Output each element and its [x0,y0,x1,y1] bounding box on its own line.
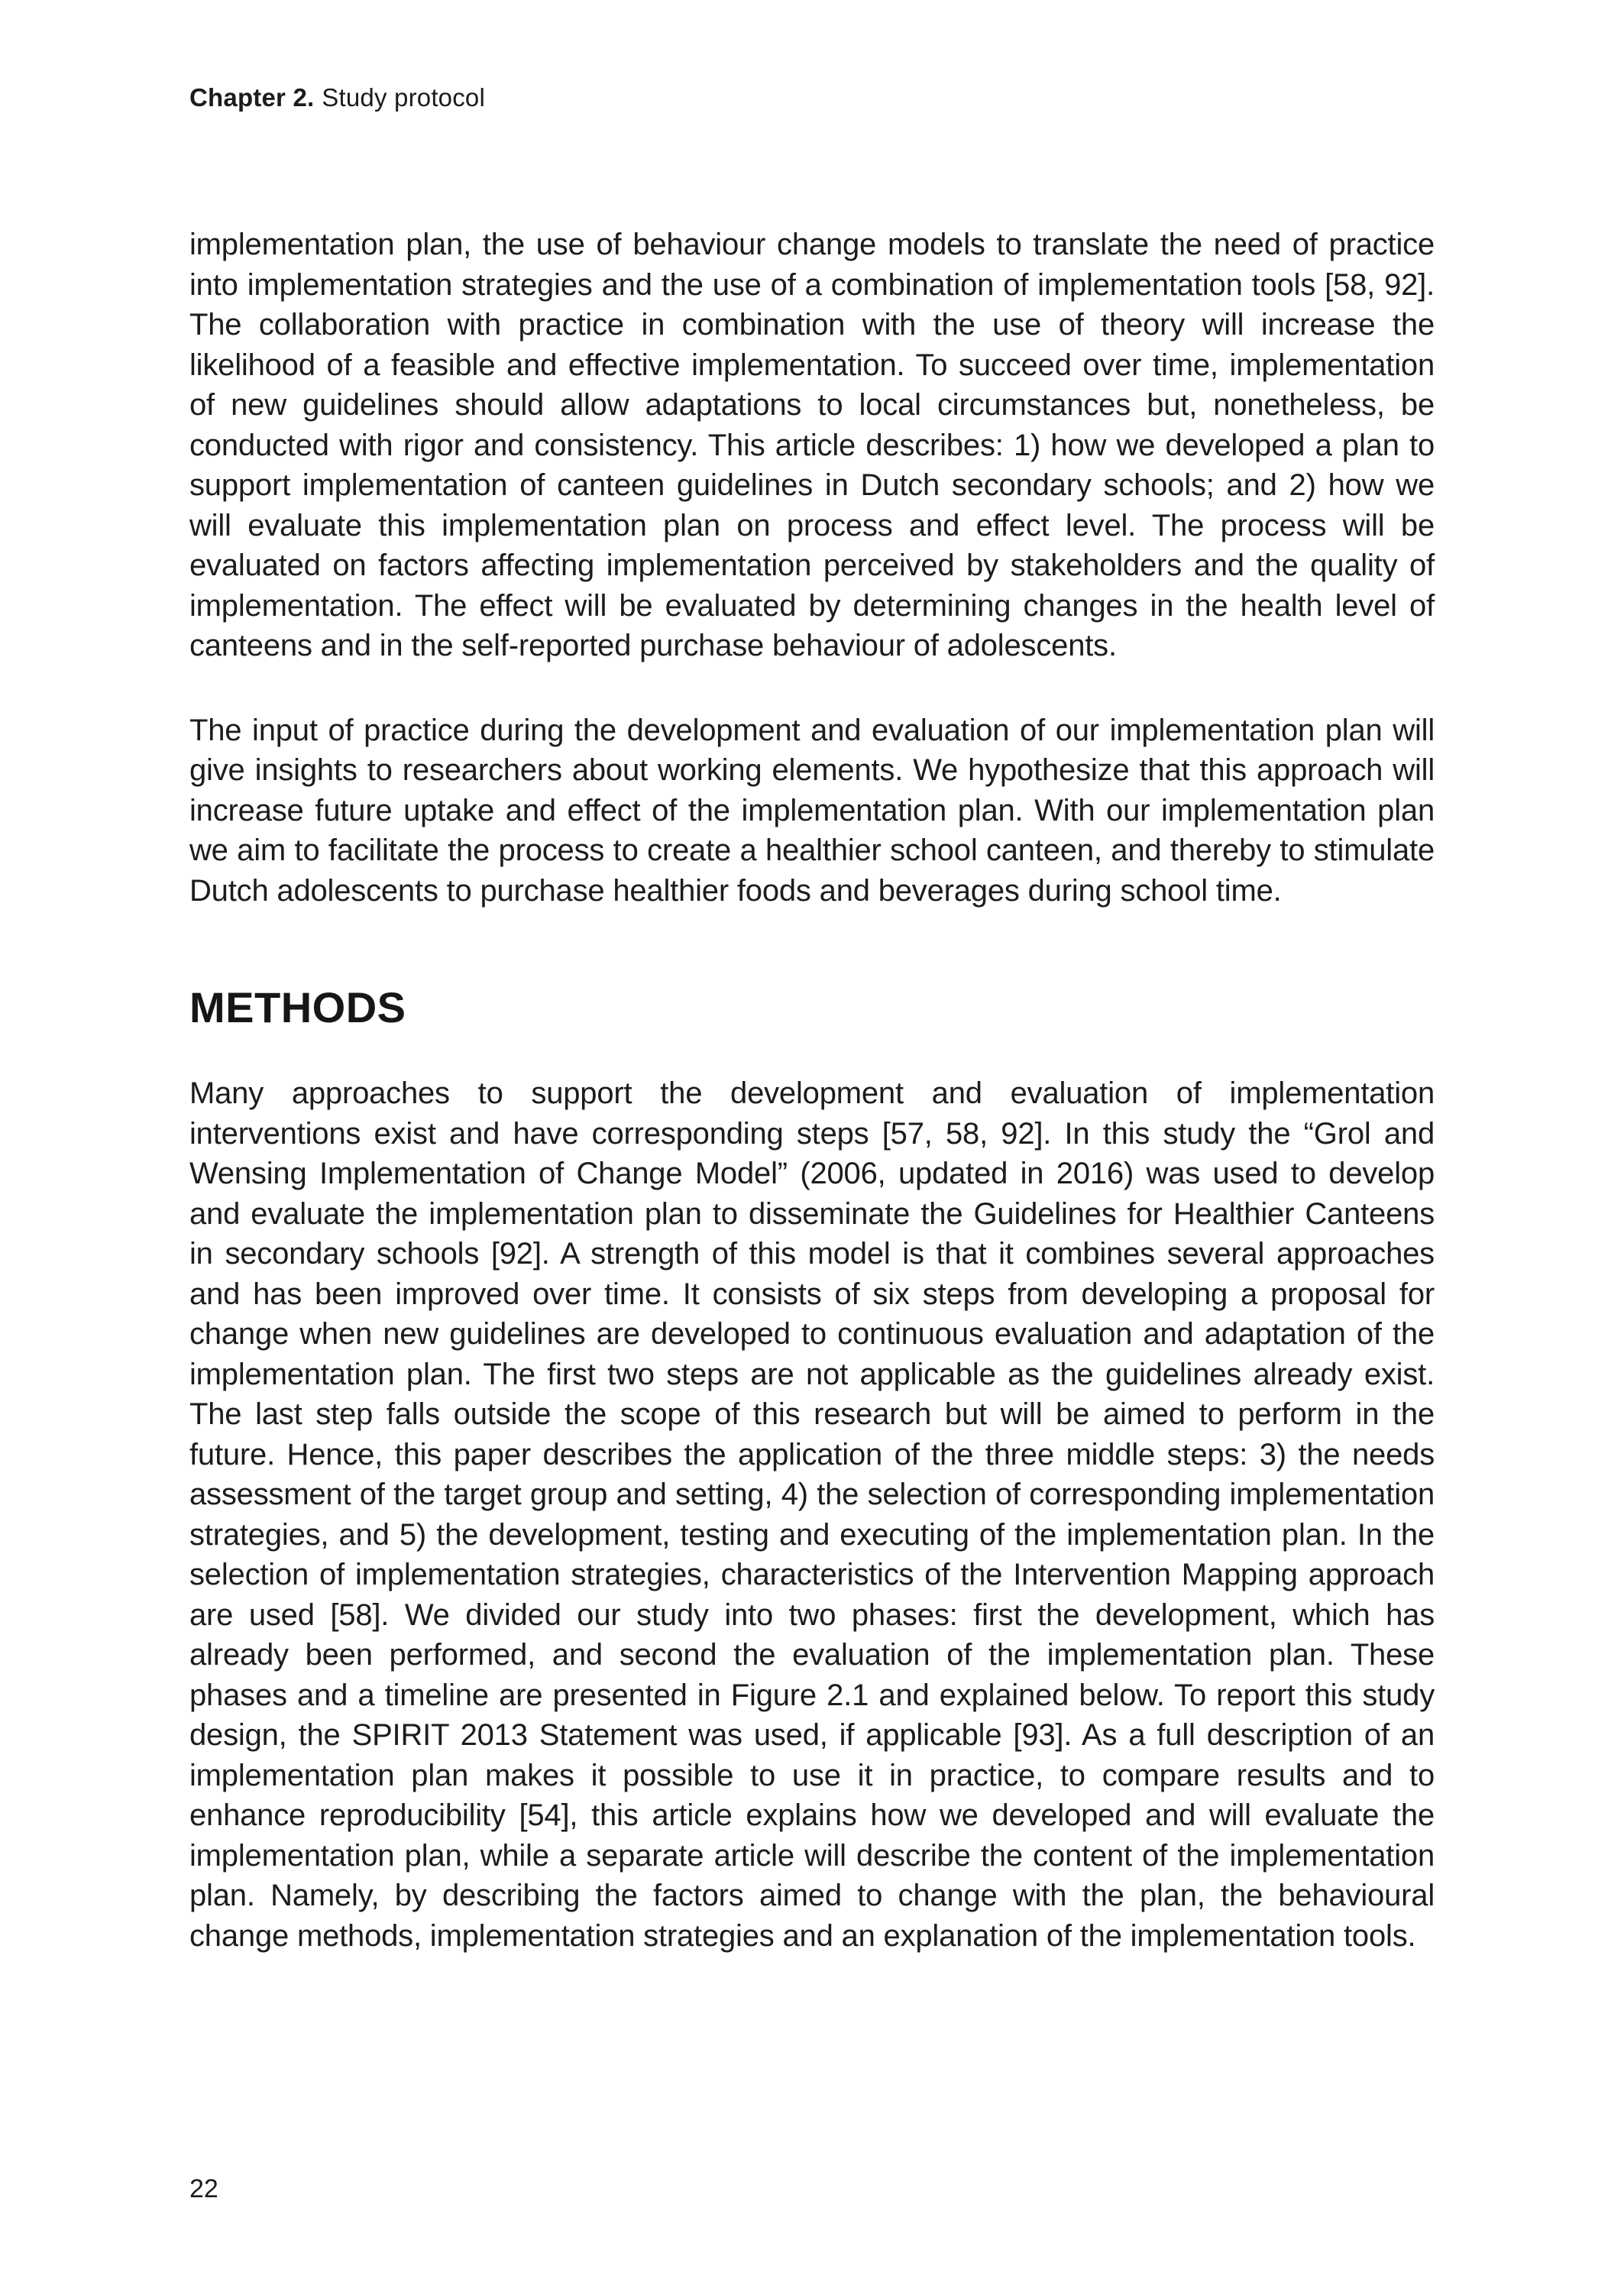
section-heading-methods: METHODS [189,983,406,1031]
page-content [189,0,1435,2000]
chapter-number-label: Chapter 2. [189,83,315,112]
page-body [189,225,1435,1956]
page-footer [189,2174,218,2204]
running-header [189,83,1435,113]
intro-paragraph-1: implementation plan, the use of behaviour change models to translate the need of practice into implementation strategies and the use of a combination of implementation tools [58, 92]. The collaboration with practice in combination with the use of theory will increase the likelihood of a feasible and effective implementation. To succeed over time, implementation of new guidelines should allow adaptations to local circumstances but, nonetheless, be conducted with rigor and consistency. This article describes: 1) how we developed a plan to support implementation of canteen guidelines in Dutch secondary schools; and 2) how we will evaluate this implementation plan on process and effect level. The process will be evaluated on factors affecting implementation perceived by stakeholders and the quality of implementation. The effect will be evaluated by determining changes in the health level of canteens and in the self-reported purchase behaviour of adolescents. [189,228,1435,662]
methods-paragraph: Many approaches to support the development and evaluation of implementation interventions exist and have corresponding steps [57, 58, 92]. In this study the “Grol and Wensing Implementation of Change Model” (2006, updated in 2016) was used to develop and evaluate the implementation plan to disseminate the Guidelines for Healthier Canteens in secondary schools [92]. A strength of this model is that it combines several approaches and has been improved over time. It consists of six steps from developing a proposal for change when new guidelines are developed to continuous evaluation and adaptation of the implementation plan. The first two steps are not applicable as the guidelines already exist. The last step falls outside the scope of this research but will be aimed to perform in the future. Hence, this paper describes the application of the three middle steps: 3) the needs assessment of the target group and setting, 4) the selection of corresponding implementation strategies, and 5) the development, testing and executing of the implementation plan. In the selection of implementation strategies, characteristics of the Intervention Mapping approach are used [58]. We divided our study into two phases: first the development, which has already been performed, and second the evaluation of the implementation plan. These phases and a timeline are presented in Figure 2.1 and explained below. To report this study design, the SPIRIT 2013 Statement was used, if applicable [93]. As a full description of an implementation plan makes it possible to use it in practice, to compare results and to enhance reproducibility [54], this article explains how we developed and will evaluate the implementation plan, while a separate article will describe the content of the implementation plan. Namely, by describing the factors aimed to change with the plan, the behavioural change methods, implementation strategies and an explanation of the implementation tools. [189,1076,1435,1953]
chapter-title-label: Study protocol [322,83,486,112]
intro-paragraph-2: The input of practice during the development and evaluation of our implementation plan will give insights to researchers about working elements. We hypothesize that this approach will increase future uptake and effect of the implementation plan. With our implementation plan we aim to facilitate the process to create a healthier school canteen, and thereby to stimulate Dutch adolescents to purchase healthier foods and beverages during school time. [189,713,1435,908]
page-number: 22 [189,2174,218,2203]
